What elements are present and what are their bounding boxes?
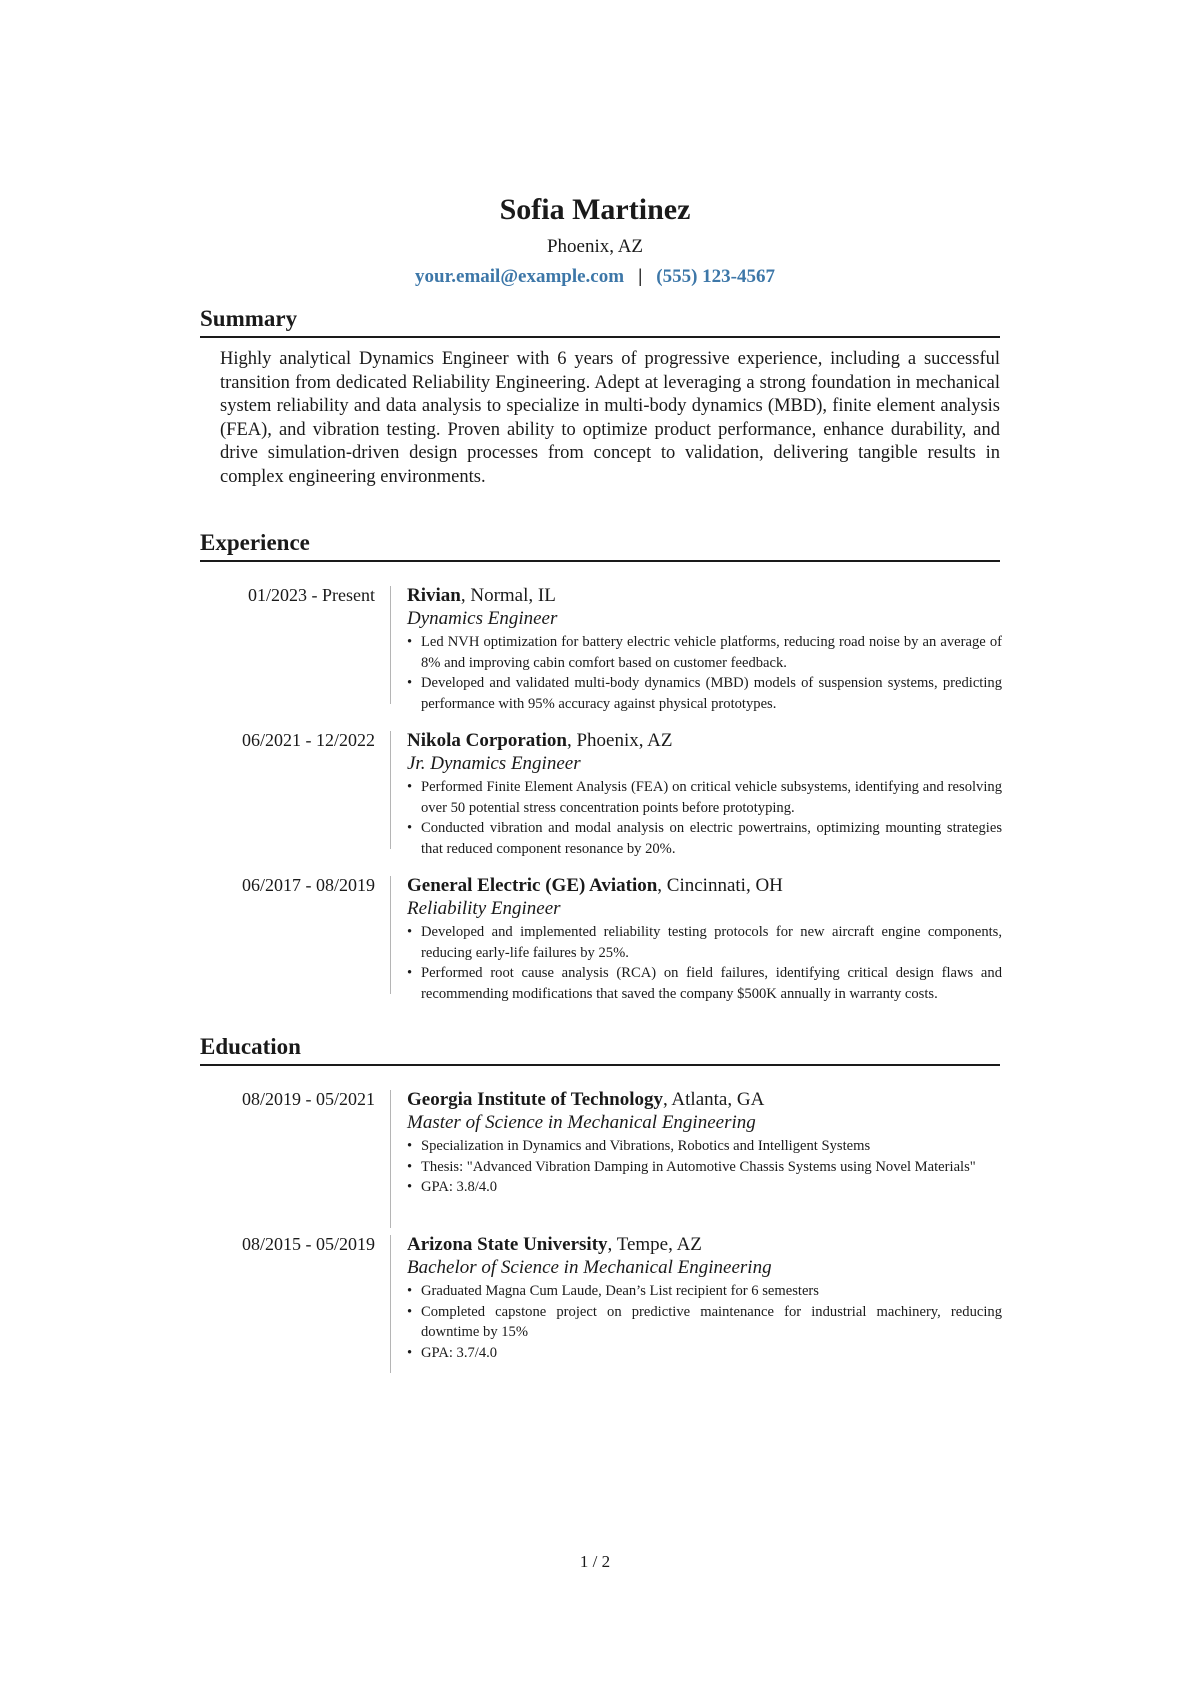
entry-organization	[407, 729, 1002, 752]
entry-role: Reliability Engineer	[407, 898, 561, 919]
organization-place: , Atlanta, GA	[662, 1089, 765, 1110]
experience-section	[200, 528, 1002, 1002]
entry-bullets	[407, 922, 1002, 1004]
list-item: • GPA: 3.7/4.0	[407, 1343, 1002, 1364]
entry-role: Dynamics Engineer	[407, 608, 558, 629]
section-title-education: Education	[200, 1032, 1000, 1066]
list-item: • Completed capstone project on predictive maintenance for industrial machinery, reducing downtime by 15%	[407, 1302, 1002, 1343]
entry-date: 08/2015 - 05/2019	[242, 1234, 375, 1254]
entry-bullets	[407, 1281, 1002, 1363]
candidate-location: Phoenix, AZ	[546, 236, 644, 257]
entry-role: Jr. Dynamics Engineer	[407, 753, 581, 774]
entry-divider	[390, 731, 391, 849]
entry-date: 06/2017 - 08/2019	[242, 875, 375, 895]
entry-body	[407, 1088, 1002, 1198]
organization-place: , Phoenix, AZ	[566, 730, 673, 751]
organization-place: , Normal, IL	[460, 585, 556, 606]
entry-divider	[390, 876, 391, 994]
entry-bullets	[407, 632, 1002, 714]
summary-text: Highly analytical Dynamics Engineer with 6 years of progressive experience, including a successful transition from dedicated Reliability Engineering. Adept at leveraging a strong foundation in mechanical system reliability and data analysis to specialize in multi-body dynamics (MBD), finite element analysis (FEA), and vibration testing. Proven ability to optimize product performance, enhance durability, and drive simulation-driven design processes from concept to validation, delivering tangible results in complex engineering environments.	[220, 349, 1000, 487]
resume-header	[0, 190, 1190, 292]
entry-organization	[407, 1233, 1002, 1256]
entry-body	[407, 729, 1002, 859]
organization-name: Georgia Institute of Technology	[407, 1089, 663, 1110]
entry-organization	[407, 874, 1002, 897]
organization-name: Rivian	[407, 585, 461, 606]
section-title-summary: Summary	[200, 304, 1000, 338]
candidate-name: Sofia Martinez	[499, 193, 691, 226]
phone-link[interactable]: (555) 123-4567	[656, 266, 775, 287]
email-link[interactable]: your.email@example.com	[415, 266, 625, 287]
entry-body	[407, 874, 1002, 1004]
contact-separator: |	[638, 266, 643, 287]
page-number: 1 / 2	[579, 1552, 611, 1571]
summary-section	[200, 304, 1000, 489]
entry-divider	[390, 1090, 391, 1228]
entry-date: 06/2021 - 12/2022	[242, 730, 375, 750]
list-item: • Performed root cause analysis (RCA) on field failures, identifying critical design flaws and recommending modifications that saved the company $500K annually in warranty costs.	[407, 963, 1002, 1004]
list-item: • Developed and implemented reliability testing protocols for new aircraft engine components, reducing early-life failures by 25%.	[407, 922, 1002, 963]
entry-bullets	[407, 1136, 1002, 1198]
list-item: • Conducted vibration and modal analysis on electric powertrains, optimizing mounting strategies that reduced component resonance by 20%.	[407, 818, 1002, 859]
entry-organization	[407, 584, 1002, 607]
entry-divider	[390, 586, 391, 704]
list-item: • Thesis: "Advanced Vibration Damping in Automotive Chassis Systems using Novel Materials"	[407, 1157, 1002, 1178]
organization-name: General Electric (GE) Aviation	[407, 875, 658, 896]
entry-date: 08/2019 - 05/2021	[242, 1089, 375, 1109]
entry-bullets	[407, 777, 1002, 859]
list-item: • Developed and validated multi-body dynamics (MBD) models of suspension systems, predicting performance with 95% accuracy against physical prototypes.	[407, 673, 1002, 714]
organization-place: , Tempe, AZ	[607, 1234, 702, 1255]
entry-role: Master of Science in Mechanical Engineering	[407, 1112, 756, 1133]
entry-body	[407, 1233, 1002, 1363]
organization-name: Nikola Corporation	[407, 730, 567, 751]
organization-name: Arizona State University	[407, 1234, 608, 1255]
contact-line	[0, 262, 1190, 292]
list-item: • Performed Finite Element Analysis (FEA) on critical vehicle subsystems, identifying and resolving over 50 potential stress concentration points before prototyping.	[407, 777, 1002, 818]
list-item: • GPA: 3.8/4.0	[407, 1177, 1002, 1198]
entry-divider	[390, 1235, 391, 1373]
organization-place: , Cincinnati, OH	[657, 875, 783, 896]
education-section	[200, 1032, 1002, 1361]
entry-date: 01/2023 - Present	[248, 585, 375, 605]
section-title-experience: Experience	[200, 528, 1000, 562]
list-item: • Led NVH optimization for battery electric vehicle platforms, reducing road noise by an average of 8% and improving cabin comfort based on customer feedback.	[407, 632, 1002, 673]
list-item: • Graduated Magna Cum Laude, Dean’s List recipient for 6 semesters	[407, 1281, 1002, 1302]
entry-role: Bachelor of Science in Mechanical Engineering	[407, 1257, 772, 1278]
list-item: • Specialization in Dynamics and Vibrations, Robotics and Intelligent Systems	[407, 1136, 1002, 1157]
entry-organization	[407, 1088, 1002, 1111]
entry-body	[407, 584, 1002, 714]
